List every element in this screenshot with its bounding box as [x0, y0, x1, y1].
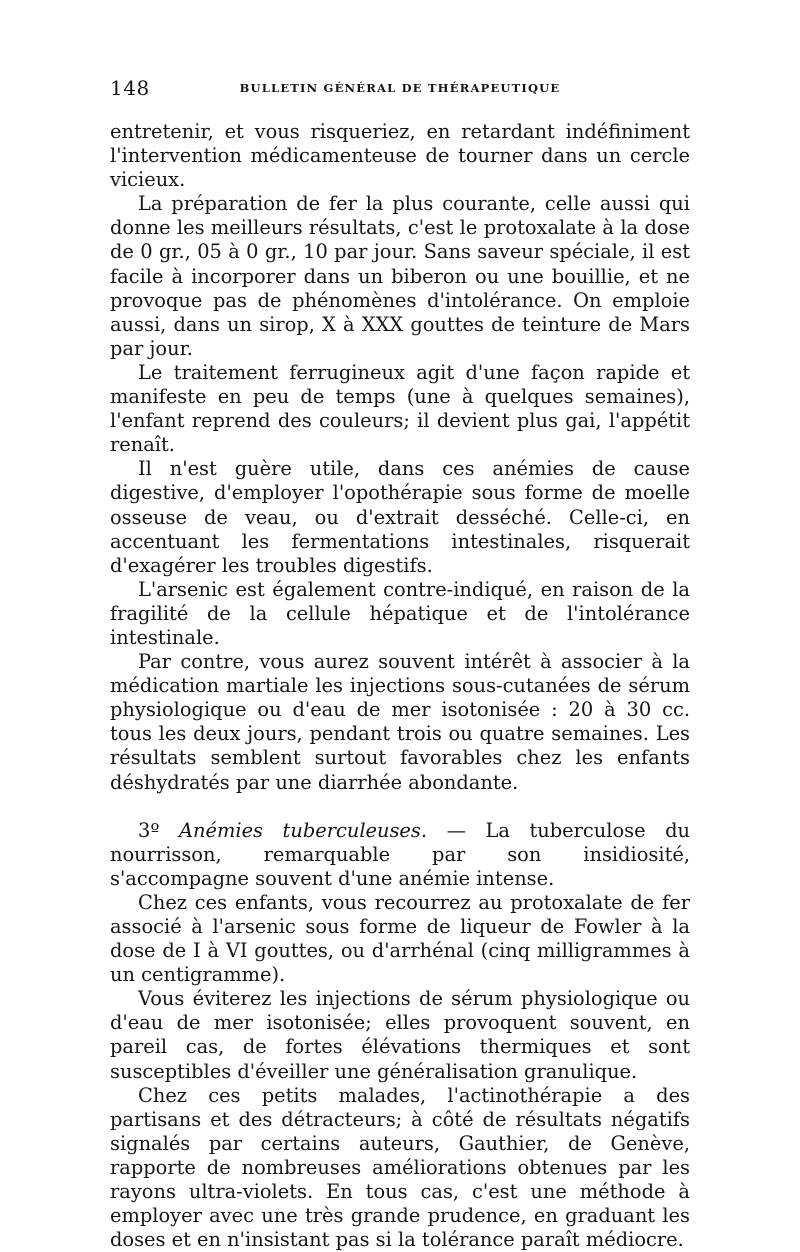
paragraph: Chez ces petits malades, l'actinothérapie a des partisans et des détracteurs; à côté de résultats négatifs signalés par certains auteurs, Gauthier, de Genève, rapporte de nombreuses améliorations obtenues par les rayons ultra-violets. En tous cas, c'est une méthode à employer avec une très grande prudence, en graduant les doses et en n'insistant pas si la tolérance paraît médiocre. [110, 1083, 690, 1252]
paragraph: Le traitement ferrugineux agit d'une façon rapide et manifeste en peu de temps (une à quelques semaines), l'enfant reprend des couleurs; il devient plus gai, l'appétit renaît. [110, 360, 690, 457]
page-header [110, 76, 690, 100]
running-title: BULLETIN GÉNÉRAL DE THÉRAPEUTIQUE [239, 81, 561, 95]
paragraph: Vous éviterez les injections de sérum physiologique ou d'eau de mer isotonisée; elles provoquent souvent, en pareil cas, de fortes élévations thermiques et sont susceptibles d'éveiller une généralisation granulique. [110, 987, 690, 1083]
paragraph: L'arsenic est également contre-indiqué, en raison de la fragilité de la cellule hépatique et de l'intolérance intestinale. [110, 577, 690, 649]
section-lead-text: — La tuberculose du nourrisson, remarquable par son insidiosité, s'accompagne souvent d'une anémie intense. [110, 818, 690, 890]
section-title: Anémies tuberculeuses. [179, 818, 428, 842]
paragraph: Chez ces enfants, vous recourrez au protoxalate de fer associé à l'arsenic sous forme de liqueur de Fowler à la dose de I à VI gouttes, ou d'arrhénal (cinq milligrammes à un centigramme). [110, 890, 690, 987]
page-number: 148 [110, 76, 150, 100]
section-number: 3º [138, 818, 160, 842]
paragraph: Par contre, vous aurez souvent intérêt à associer à la médication martiale les injections sous-cutanées de sérum physiologique ou d'eau de mer isotonisée : 20 à 30 cc. tous les deux jours, pendant trois ou quatre semaines. Les résultats semblent surtout favorables chez les enfants déshydratés par une diarrhée abondante. [110, 650, 690, 794]
paragraph: entretenir, et vous risqueriez, en retardant indéfiniment l'intervention médicamenteuse de tourner dans un cercle vicieux. [110, 120, 690, 192]
section-paragraph [110, 819, 690, 891]
paragraph: Il n'est guère utile, dans ces anémies de cause digestive, d'employer l'opothérapie sous forme de moelle osseuse de veau, ou d'extrait desséché. Celle-ci, en accentuant les fermentations intestinales, risquerait d'exagérer les troubles digestifs. [110, 457, 690, 577]
paragraph: La préparation de fer la plus courante, celle aussi qui donne les meilleurs résultats, c'est le protoxalate à la dose de 0 gr., 05 à 0 gr., 10 par jour. Sans saveur spéciale, il est facile à incorporer dans un biberon ou une bouillie, et ne provoque pas de phénomènes d'intolérance. On emploie aussi, dans un sirop, X à XXX gouttes de teinture de Mars par jour. [110, 192, 690, 360]
body-text [110, 120, 690, 1252]
